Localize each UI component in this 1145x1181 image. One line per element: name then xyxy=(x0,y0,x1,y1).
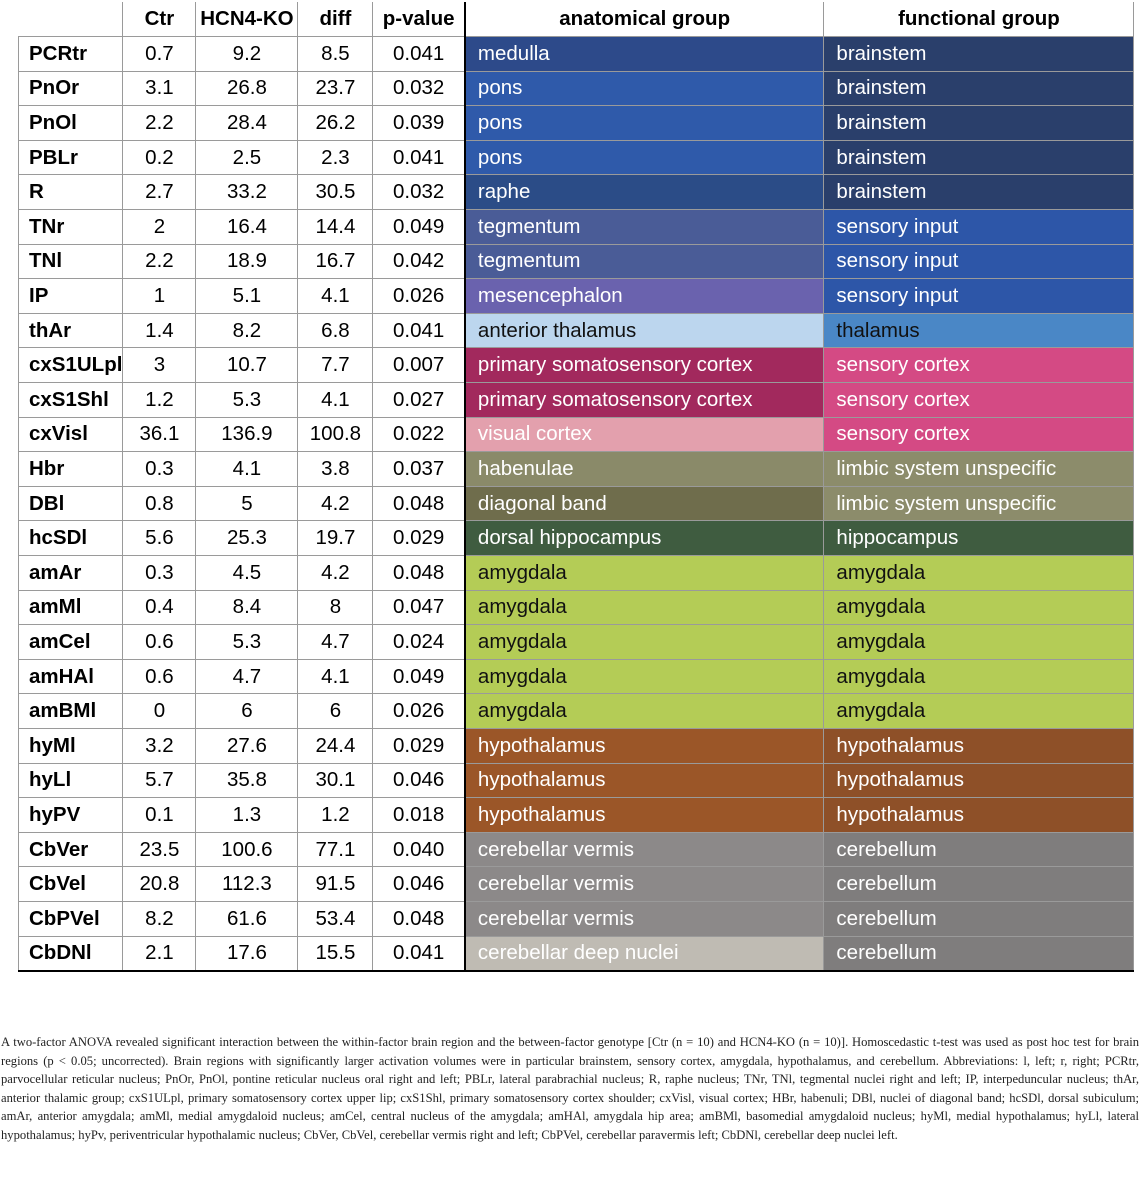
region-cell: cxVisl xyxy=(19,417,123,452)
p-value-cell: 0.041 xyxy=(373,37,465,72)
table-row xyxy=(19,763,1134,798)
ctr-cell: 2.2 xyxy=(123,244,196,279)
functional-group-cell: hypothalamus xyxy=(824,728,1134,763)
hcn4-ko-cell: 112.3 xyxy=(196,867,298,902)
region-cell: amBMl xyxy=(19,694,123,729)
diff-cell: 24.4 xyxy=(298,728,373,763)
region-cell: TNr xyxy=(19,210,123,245)
region-cell: R xyxy=(19,175,123,210)
anatomical-group-cell: cerebellar vermis xyxy=(465,832,824,867)
ctr-cell: 2.7 xyxy=(123,175,196,210)
hcn4-ko-cell: 17.6 xyxy=(196,936,298,971)
anatomical-group-cell: amygdala xyxy=(465,556,824,591)
hcn4-ko-cell: 6 xyxy=(196,694,298,729)
functional-group-cell: cerebellum xyxy=(824,936,1134,971)
ctr-cell: 0.2 xyxy=(123,140,196,175)
anatomical-group-cell: cerebellar vermis xyxy=(465,901,824,936)
ctr-cell: 20.8 xyxy=(123,867,196,902)
ctr-cell: 2 xyxy=(123,210,196,245)
table-row xyxy=(19,452,1134,487)
functional-group-cell: thalamus xyxy=(824,313,1134,348)
functional-group-cell: cerebellum xyxy=(824,867,1134,902)
functional-group-cell: amygdala xyxy=(824,694,1134,729)
table-row xyxy=(19,71,1134,106)
p-value-cell: 0.041 xyxy=(373,313,465,348)
anatomical-group-cell: hypothalamus xyxy=(465,798,824,833)
anatomical-group-cell: diagonal band xyxy=(465,486,824,521)
hcn4-ko-cell: 5.3 xyxy=(196,625,298,660)
header-p-value: p-value xyxy=(373,2,465,37)
ctr-cell: 0.8 xyxy=(123,486,196,521)
table-row xyxy=(19,244,1134,279)
region-cell: hcSDl xyxy=(19,521,123,556)
functional-group-cell: hypothalamus xyxy=(824,763,1134,798)
table-header xyxy=(19,2,1134,37)
region-cell: amMl xyxy=(19,590,123,625)
region-cell: TNl xyxy=(19,244,123,279)
diff-cell: 4.1 xyxy=(298,383,373,418)
ctr-cell: 1 xyxy=(123,279,196,314)
p-value-cell: 0.022 xyxy=(373,417,465,452)
diff-cell: 26.2 xyxy=(298,106,373,141)
diff-cell: 91.5 xyxy=(298,867,373,902)
header-row xyxy=(19,2,1134,37)
table-row xyxy=(19,521,1134,556)
ctr-cell: 0.4 xyxy=(123,590,196,625)
diff-cell: 23.7 xyxy=(298,71,373,106)
hcn4-ko-cell: 1.3 xyxy=(196,798,298,833)
table-row xyxy=(19,832,1134,867)
diff-cell: 4.2 xyxy=(298,486,373,521)
hcn4-ko-cell: 4.5 xyxy=(196,556,298,591)
functional-group-cell: sensory cortex xyxy=(824,383,1134,418)
table-row xyxy=(19,901,1134,936)
ctr-cell: 0.1 xyxy=(123,798,196,833)
p-value-cell: 0.018 xyxy=(373,798,465,833)
anatomical-group-cell: primary somatosensory cortex xyxy=(465,383,824,418)
table-row xyxy=(19,728,1134,763)
diff-cell: 30.1 xyxy=(298,763,373,798)
anatomical-group-cell: pons xyxy=(465,140,824,175)
functional-group-cell: brainstem xyxy=(824,106,1134,141)
ctr-cell: 8.2 xyxy=(123,901,196,936)
region-cell: amHAl xyxy=(19,659,123,694)
diff-cell: 8 xyxy=(298,590,373,625)
diff-cell: 4.7 xyxy=(298,625,373,660)
anatomical-group-cell: hypothalamus xyxy=(465,763,824,798)
anatomical-group-cell: amygdala xyxy=(465,625,824,660)
functional-group-cell: sensory input xyxy=(824,279,1134,314)
ctr-cell: 5.6 xyxy=(123,521,196,556)
header-region-blank xyxy=(19,2,123,37)
diff-cell: 4.2 xyxy=(298,556,373,591)
anatomical-group-cell: cerebellar deep nuclei xyxy=(465,936,824,971)
functional-group-cell: brainstem xyxy=(824,37,1134,72)
anatomical-group-cell: anterior thalamus xyxy=(465,313,824,348)
hcn4-ko-cell: 9.2 xyxy=(196,37,298,72)
table-caption: A two-factor ANOVA revealed significant interaction between the within-factor brain region and the between-factor genotype [Ctr (n = 10) and HCN4-KO (n = 10)]. Homoscedastic t-test was used as post hoc test for brain regions (p < 0.05; uncorrected). Brain regions with significantly larger activation volumes were in particular brainstem, sensory cortex, amygdala, hypothalamus, and cerebellum. Abbreviations: l, left; r, right; PCRtr, parvocellular reticular nucleus; PnOr, PnOl, pontine reticular nucleus oral right and left; PBLr, lateral parabrachial nucleus; R, raphe nucleus; TNr, TNl, tegmental nuclei right and left; IP, interpeduncular nucleus; thAr, anterior thalamic group; cxS1ULpl, primary somatosensory cortex upper lip; cxS1Shl, primary somatosensory cortex shoulder; cxVisl, visual cortex; HBr, habenuli; DBl, nuclei of diagonal band; hcSDl, dorsal subiculum; amAr, anterior amygdala; amMl, medial amygdaloid nucleus; amCel, central nucleus of the amygdala; amHAl, amygdala hip area; amBMl, basomedial amygdaloid nucleus; hyMl, medial hypothalamus; hyLl, lateral hypothalamus; hyPv, periventricular hypothalamic nucleus; CbVer, CbVel, cerebellar vermis right and left; CbPVel, cerebellar paravermis left; CbDNl, cerebellar deep nuclei left. xyxy=(1,1035,1139,1142)
region-cell: PnOl xyxy=(19,106,123,141)
ctr-cell: 3.1 xyxy=(123,71,196,106)
region-cell: PBLr xyxy=(19,140,123,175)
p-value-cell: 0.042 xyxy=(373,244,465,279)
diff-cell: 19.7 xyxy=(298,521,373,556)
functional-group-cell: sensory cortex xyxy=(824,417,1134,452)
diff-cell: 14.4 xyxy=(298,210,373,245)
table-row xyxy=(19,313,1134,348)
anatomical-group-cell: amygdala xyxy=(465,694,824,729)
region-cell: amCel xyxy=(19,625,123,660)
ctr-cell: 36.1 xyxy=(123,417,196,452)
diff-cell: 4.1 xyxy=(298,279,373,314)
hcn4-ko-cell: 5.1 xyxy=(196,279,298,314)
anatomical-group-cell: cerebellar vermis xyxy=(465,867,824,902)
p-value-cell: 0.046 xyxy=(373,763,465,798)
hcn4-ko-cell: 136.9 xyxy=(196,417,298,452)
p-value-cell: 0.029 xyxy=(373,728,465,763)
hcn4-ko-cell: 28.4 xyxy=(196,106,298,141)
activation-table xyxy=(18,2,1134,972)
hcn4-ko-cell: 4.1 xyxy=(196,452,298,487)
ctr-cell: 0.6 xyxy=(123,625,196,660)
diff-cell: 77.1 xyxy=(298,832,373,867)
anatomical-group-cell: habenulae xyxy=(465,452,824,487)
functional-group-cell: limbic system unspecific xyxy=(824,486,1134,521)
table-row xyxy=(19,694,1134,729)
ctr-cell: 1.4 xyxy=(123,313,196,348)
hcn4-ko-cell: 61.6 xyxy=(196,901,298,936)
region-cell: CbDNl xyxy=(19,936,123,971)
p-value-cell: 0.026 xyxy=(373,279,465,314)
header-diff: diff xyxy=(298,2,373,37)
region-cell: CbVel xyxy=(19,867,123,902)
ctr-cell: 2.2 xyxy=(123,106,196,141)
anatomical-group-cell: pons xyxy=(465,71,824,106)
p-value-cell: 0.027 xyxy=(373,383,465,418)
functional-group-cell: brainstem xyxy=(824,140,1134,175)
header-functional-group: functional group xyxy=(824,2,1134,37)
ctr-cell: 0.3 xyxy=(123,556,196,591)
p-value-cell: 0.048 xyxy=(373,556,465,591)
table-row xyxy=(19,556,1134,591)
region-cell: Hbr xyxy=(19,452,123,487)
functional-group-cell: amygdala xyxy=(824,625,1134,660)
hcn4-ko-cell: 27.6 xyxy=(196,728,298,763)
diff-cell: 30.5 xyxy=(298,175,373,210)
p-value-cell: 0.007 xyxy=(373,348,465,383)
p-value-cell: 0.037 xyxy=(373,452,465,487)
diff-cell: 100.8 xyxy=(298,417,373,452)
anatomical-group-cell: tegmentum xyxy=(465,244,824,279)
ctr-cell: 3.2 xyxy=(123,728,196,763)
hcn4-ko-cell: 33.2 xyxy=(196,175,298,210)
diff-cell: 16.7 xyxy=(298,244,373,279)
functional-group-cell: hippocampus xyxy=(824,521,1134,556)
p-value-cell: 0.041 xyxy=(373,936,465,971)
table-row xyxy=(19,659,1134,694)
anatomical-group-cell: pons xyxy=(465,106,824,141)
diff-cell: 1.2 xyxy=(298,798,373,833)
diff-cell: 7.7 xyxy=(298,348,373,383)
hcn4-ko-cell: 2.5 xyxy=(196,140,298,175)
p-value-cell: 0.032 xyxy=(373,71,465,106)
header-hcn4-ko: HCN4-KO xyxy=(196,2,298,37)
ctr-cell: 3 xyxy=(123,348,196,383)
p-value-cell: 0.029 xyxy=(373,521,465,556)
hcn4-ko-cell: 5.3 xyxy=(196,383,298,418)
region-cell: cxS1ULpl xyxy=(19,348,123,383)
diff-cell: 53.4 xyxy=(298,901,373,936)
functional-group-cell: sensory cortex xyxy=(824,348,1134,383)
anatomical-group-cell: medulla xyxy=(465,37,824,72)
p-value-cell: 0.039 xyxy=(373,106,465,141)
region-cell: PCRtr xyxy=(19,37,123,72)
p-value-cell: 0.049 xyxy=(373,659,465,694)
diff-cell: 6 xyxy=(298,694,373,729)
diff-cell: 2.3 xyxy=(298,140,373,175)
ctr-cell: 1.2 xyxy=(123,383,196,418)
functional-group-cell: amygdala xyxy=(824,556,1134,591)
p-value-cell: 0.046 xyxy=(373,867,465,902)
hcn4-ko-cell: 8.2 xyxy=(196,313,298,348)
anatomical-group-cell: tegmentum xyxy=(465,210,824,245)
table-row xyxy=(19,486,1134,521)
anatomical-group-cell: hypothalamus xyxy=(465,728,824,763)
table-body xyxy=(19,37,1134,971)
p-value-cell: 0.026 xyxy=(373,694,465,729)
hcn4-ko-cell: 100.6 xyxy=(196,832,298,867)
table-row xyxy=(19,798,1134,833)
functional-group-cell: amygdala xyxy=(824,590,1134,625)
hcn4-ko-cell: 10.7 xyxy=(196,348,298,383)
table-row xyxy=(19,590,1134,625)
p-value-cell: 0.024 xyxy=(373,625,465,660)
table-row xyxy=(19,867,1134,902)
anatomical-group-cell: dorsal hippocampus xyxy=(465,521,824,556)
region-cell: DBl xyxy=(19,486,123,521)
table-row xyxy=(19,106,1134,141)
table-row xyxy=(19,417,1134,452)
table-row xyxy=(19,348,1134,383)
functional-group-cell: sensory input xyxy=(824,210,1134,245)
ctr-cell: 23.5 xyxy=(123,832,196,867)
p-value-cell: 0.041 xyxy=(373,140,465,175)
anatomical-group-cell: amygdala xyxy=(465,590,824,625)
table-row xyxy=(19,936,1134,971)
p-value-cell: 0.049 xyxy=(373,210,465,245)
hcn4-ko-cell: 35.8 xyxy=(196,763,298,798)
region-cell: thAr xyxy=(19,313,123,348)
ctr-cell: 0.6 xyxy=(123,659,196,694)
p-value-cell: 0.048 xyxy=(373,486,465,521)
diff-cell: 6.8 xyxy=(298,313,373,348)
hcn4-ko-cell: 16.4 xyxy=(196,210,298,245)
hcn4-ko-cell: 18.9 xyxy=(196,244,298,279)
p-value-cell: 0.032 xyxy=(373,175,465,210)
hcn4-ko-cell: 8.4 xyxy=(196,590,298,625)
anatomical-group-cell: raphe xyxy=(465,175,824,210)
region-cell: PnOr xyxy=(19,71,123,106)
diff-cell: 8.5 xyxy=(298,37,373,72)
region-cell: IP xyxy=(19,279,123,314)
anatomical-group-cell: mesencephalon xyxy=(465,279,824,314)
region-cell: CbVer xyxy=(19,832,123,867)
hcn4-ko-cell: 4.7 xyxy=(196,659,298,694)
diff-cell: 15.5 xyxy=(298,936,373,971)
region-cell: amAr xyxy=(19,556,123,591)
region-cell: hyPV xyxy=(19,798,123,833)
region-cell: cxS1Shl xyxy=(19,383,123,418)
table-row xyxy=(19,279,1134,314)
diff-cell: 4.1 xyxy=(298,659,373,694)
ctr-cell: 0 xyxy=(123,694,196,729)
functional-group-cell: amygdala xyxy=(824,659,1134,694)
table-row xyxy=(19,383,1134,418)
table-row xyxy=(19,210,1134,245)
region-cell: hyLl xyxy=(19,763,123,798)
anatomical-group-cell: amygdala xyxy=(465,659,824,694)
functional-group-cell: hypothalamus xyxy=(824,798,1134,833)
anatomical-group-cell: primary somatosensory cortex xyxy=(465,348,824,383)
functional-group-cell: brainstem xyxy=(824,71,1134,106)
table-row xyxy=(19,140,1134,175)
header-anatomical-group: anatomical group xyxy=(465,2,824,37)
functional-group-cell: brainstem xyxy=(824,175,1134,210)
ctr-cell: 0.7 xyxy=(123,37,196,72)
diff-cell: 3.8 xyxy=(298,452,373,487)
p-value-cell: 0.048 xyxy=(373,901,465,936)
region-cell: CbPVel xyxy=(19,901,123,936)
p-value-cell: 0.040 xyxy=(373,832,465,867)
functional-group-cell: sensory input xyxy=(824,244,1134,279)
table-row xyxy=(19,175,1134,210)
ctr-cell: 5.7 xyxy=(123,763,196,798)
table-row xyxy=(19,625,1134,660)
hcn4-ko-cell: 5 xyxy=(196,486,298,521)
p-value-cell: 0.047 xyxy=(373,590,465,625)
functional-group-cell: cerebellum xyxy=(824,832,1134,867)
anatomical-group-cell: visual cortex xyxy=(465,417,824,452)
functional-group-cell: cerebellum xyxy=(824,901,1134,936)
hcn4-ko-cell: 26.8 xyxy=(196,71,298,106)
header-ctr: Ctr xyxy=(123,2,196,37)
ctr-cell: 2.1 xyxy=(123,936,196,971)
functional-group-cell: limbic system unspecific xyxy=(824,452,1134,487)
ctr-cell: 0.3 xyxy=(123,452,196,487)
region-cell: hyMl xyxy=(19,728,123,763)
hcn4-ko-cell: 25.3 xyxy=(196,521,298,556)
table-row xyxy=(19,37,1134,72)
